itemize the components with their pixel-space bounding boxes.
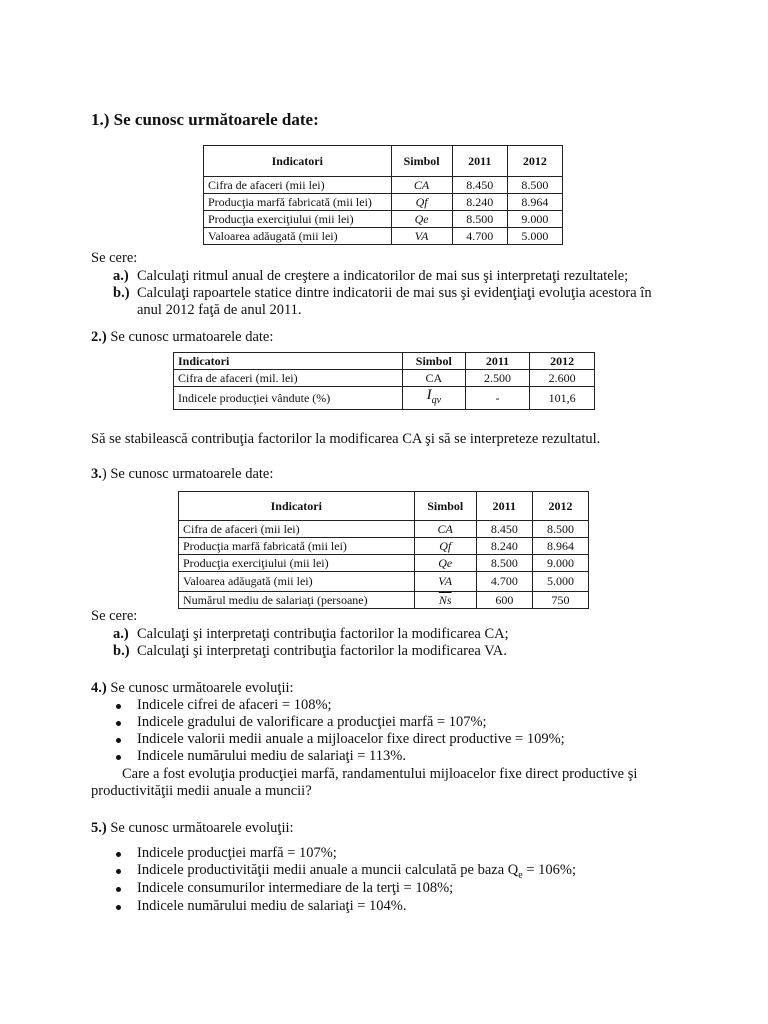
table-cell: 750 (532, 592, 588, 609)
bullet-icon (116, 869, 121, 874)
table-cell: CA (391, 177, 452, 194)
table-row (174, 370, 595, 387)
table-cell: Qe (391, 211, 452, 228)
item-b-text: Calculaţi şi interpretaţi contribuţia factorilor la modificarea VA. (137, 643, 507, 659)
table-cell: 8.240 (476, 538, 532, 555)
table-cell: Valoarea adăugată (mii lei) (204, 228, 392, 245)
table-row (179, 572, 589, 592)
table-row (204, 194, 563, 211)
list-item: Indicele producţiei marfă = 107%; (137, 845, 337, 861)
list-item: Indicele valorii medii anuale a mijloacelor fixe direct productive = 109%; (137, 731, 565, 747)
section-number: 2.) (91, 329, 107, 345)
table-cell: Cifra de afaceri (mil. lei) (174, 370, 403, 387)
table-cell: 8.964 (507, 194, 562, 211)
table-cell: 9.000 (507, 211, 562, 228)
item-a-label: a.) (113, 626, 129, 642)
section-5-title (91, 820, 294, 837)
table-cell: 5.000 (532, 572, 588, 592)
subscript: e (518, 869, 523, 881)
table-cell: 2.500 (465, 370, 530, 387)
list-item: Indicele numărului mediu de salariaţi = 104%. (137, 898, 407, 914)
table-row (179, 592, 589, 609)
table-cell: 4.700 (476, 572, 532, 592)
table-cell: 8.500 (476, 555, 532, 572)
table-header: 2011 (476, 492, 532, 521)
table-header: 2011 (452, 146, 507, 177)
table-cell: 101,6 (530, 387, 595, 410)
section-4-question-cont: productivităţii medii anuale a muncii? (91, 783, 312, 799)
table-cell: 8.500 (452, 211, 507, 228)
table-header: 2012 (507, 146, 562, 177)
table-row (204, 211, 563, 228)
bullet-icon (116, 704, 121, 709)
section-title-text: Se cunosc următoarele evoluţii: (106, 820, 294, 836)
table-cell: - (465, 387, 530, 410)
se-cere-label: Se cere: (91, 250, 138, 266)
table-cell-symbol (402, 387, 465, 410)
table-cell: Indicele producţiei vândute (%) (174, 387, 403, 410)
bullet-icon (116, 721, 121, 726)
table-row (204, 228, 563, 245)
table-cell: Producţia marfă fabricată (mii lei) (179, 538, 415, 555)
section-4-question: Care a fost evoluţia producţiei marfă, randamentului mijloacelor fixe direct productive şi (122, 766, 638, 782)
list-item: Indicele consumurilor intermediare de la terţi = 108%; (137, 880, 454, 896)
list-item: Indicele numărului mediu de salariaţi = 113%. (137, 748, 406, 764)
table-cell: Qf (414, 538, 476, 555)
se-cere-label: Se cere: (91, 608, 138, 624)
section-number: 3. (91, 466, 102, 482)
section-2-table (173, 352, 595, 410)
list-item: Indicele cifrei de afaceri = 108%; (137, 697, 332, 713)
table-header: Simbol (414, 492, 476, 521)
table-cell: 8.450 (476, 521, 532, 538)
item-a-label: a.) (113, 268, 129, 284)
table-row (174, 387, 595, 410)
table-cell: 8.500 (507, 177, 562, 194)
table-cell: Producţia marfă fabricată (mii lei) (204, 194, 392, 211)
section-2-title (91, 329, 273, 346)
table-cell: VA (414, 572, 476, 592)
section-number: 4.) (91, 680, 107, 696)
table-cell: Producţia exerciţiului (mii lei) (204, 211, 392, 228)
table-header: Indicatori (174, 353, 403, 370)
table-header: Indicatori (204, 146, 392, 177)
table-cell: 8.964 (532, 538, 588, 555)
list-item: Indicele gradului de valorificare a producţiei marfă = 107%; (137, 714, 487, 730)
table-cell: VA (391, 228, 452, 245)
symbol-subscript: qv (431, 395, 442, 406)
table-header: Simbol (402, 353, 465, 370)
table-cell: Producţia exerciţiului (mii lei) (179, 555, 415, 572)
table-cell: 8.240 (452, 194, 507, 211)
table-cell: Qf (391, 194, 452, 211)
symbol-main: I (426, 387, 432, 403)
section-title-text: ) Se cunosc urmatoarele date: (101, 466, 274, 482)
table-cell: Qe (414, 555, 476, 572)
table-header: 2012 (530, 353, 595, 370)
table-cell: $\overline{Ns}$ (414, 592, 476, 609)
table-header: Indicatori (179, 492, 415, 521)
table-cell: Valoarea adăugată (mii lei) (179, 572, 415, 592)
table-row (179, 555, 589, 572)
section-3-table (178, 491, 589, 609)
table-cell: 4.700 (452, 228, 507, 245)
list-item-text: Indicele productivităţii medii anuale a muncii calculată pe baza Q (137, 862, 519, 878)
item-a-text: Calculaţi şi interpretaţi contribuţia factorilor la modificarea CA; (137, 626, 509, 642)
list-item-text-tail: = 106%; (522, 862, 577, 878)
table-row (179, 538, 589, 555)
table-cell: CA (402, 370, 465, 387)
table-cell: Numărul mediu de salariaţi (persoane) (179, 592, 415, 609)
item-b-text: Calculaţi rapoartele statice dintre indicatorii de mai sus şi evidenţiaţi evoluţia acestora în (137, 285, 652, 301)
bullet-icon (116, 887, 121, 892)
table-cell: 8.450 (452, 177, 507, 194)
section-title-text: Se cunosc următoarele evoluţii: (106, 680, 294, 696)
table-header: Simbol (391, 146, 452, 177)
item-b-text-cont: anul 2012 faţă de anul 2011. (137, 302, 302, 318)
table-cell: 600 (476, 592, 532, 609)
bullet-icon (116, 905, 121, 910)
section-number: 5.) (91, 820, 107, 836)
table-header: 2012 (532, 492, 588, 521)
section-3-title (91, 466, 273, 483)
bullet-icon (116, 852, 121, 857)
section-2-instruction: Să se stabilească contribuţia factorilor la modificarea CA şi să se interpreteze rezultatul. (91, 431, 601, 447)
table-row (204, 177, 563, 194)
table-cell: Cifra de afaceri (mii lei) (204, 177, 392, 194)
item-b-label: b.) (113, 285, 130, 301)
section-1-table (203, 145, 563, 245)
section-title-text: Se cunosc urmatoarele date: (106, 329, 274, 345)
table-cell: Cifra de afaceri (mii lei) (179, 521, 415, 538)
table-row (179, 521, 589, 538)
item-b-label: b.) (113, 643, 130, 659)
item-a-text: Calculaţi ritmul anual de creştere a indicatorilor de mai sus şi interpretaţi rezultatele; (137, 268, 629, 284)
section-4-title (91, 680, 294, 697)
table-cell: 5.000 (507, 228, 562, 245)
table-header: 2011 (465, 353, 530, 370)
table-cell: 2.600 (530, 370, 595, 387)
table-cell: CA (414, 521, 476, 538)
table-cell: 9.000 (532, 555, 588, 572)
bullet-icon (116, 755, 121, 760)
bullet-icon (116, 738, 121, 743)
section-1-title: 1.) Se cunosc următoarele date: (91, 110, 319, 129)
table-cell: 8.500 (532, 521, 588, 538)
